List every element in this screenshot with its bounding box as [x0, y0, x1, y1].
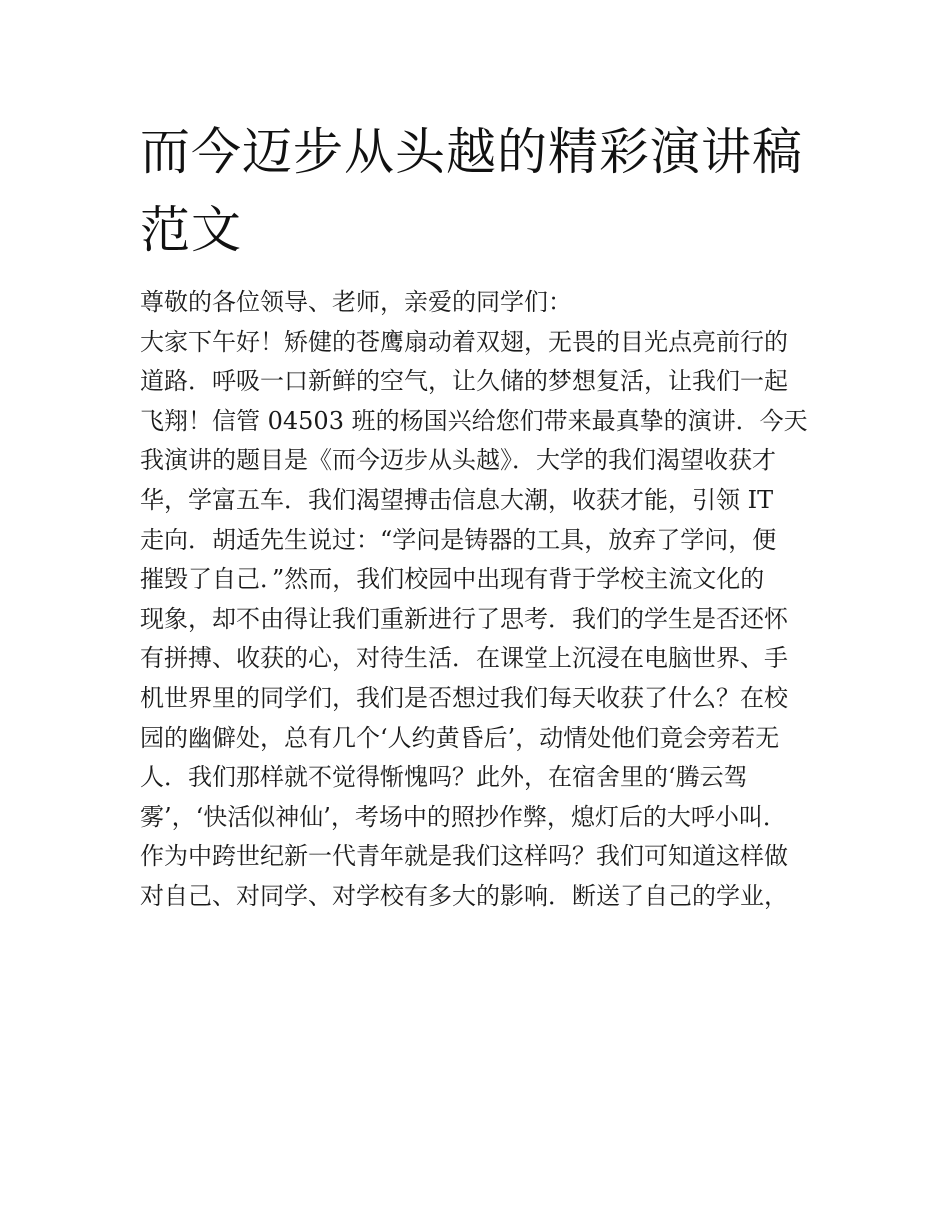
body-line: 大家下午好！矫健的苍鹰扇动着双翅，无畏的目光点亮前行的 — [140, 327, 788, 356]
body-line: 有拼搏、收获的心，对待生活．在课堂上沉浸在电脑世界、手 — [140, 644, 788, 673]
title-line: 范文 — [140, 201, 242, 259]
title-line: 而今迈步从头越的精彩演讲稿 — [140, 123, 803, 181]
body-line: 道路．呼吸一口新鲜的空气，让久储的梦想复活，让我们一起 — [140, 367, 788, 396]
body-line: 现象，却不由得让我们重新进行了思考．我们的学生是否还怀 — [140, 604, 788, 633]
body-line: 雾’，‘快活似神仙’，考场中的照抄作弊，熄灯后的大呼小叫． — [140, 802, 787, 831]
body-line: 对自己、对同学、对学校有多大的影响．断送了自己的学业， — [140, 881, 788, 910]
body-line: 园的幽僻处，总有几个‘人约黄昏后’，动情处他们竟会旁若无 — [140, 723, 780, 752]
body-line: 人．我们那样就不觉得惭愧吗？此外，在宿舍里的‘腾云驾 — [140, 763, 748, 792]
body-text — [140, 283, 830, 917]
page-title — [140, 113, 830, 269]
body-line: 尊敬的各位领导、老师，亲爱的同学们： — [140, 288, 572, 316]
body-line: 飞翔！信管 04503 班的杨国兴给您们带来最真挚的演讲．今天 — [140, 406, 808, 435]
body-line: 摧毁了自己．”然而，我们校园中出现有背于学校主流文化的 — [140, 565, 765, 594]
body-line: 机世界里的同学们，我们是否想过我们每天收获了什么？在校 — [140, 683, 788, 712]
body-line: 作为中跨世纪新一代青年就是我们这样吗？我们可知道这样做 — [140, 842, 788, 871]
body-line: 走向．胡适先生说过：“学问是铸器的工具，放弃了学问，便 — [140, 525, 777, 554]
body-line: 我演讲的题目是《而今迈步从头越》．大学的我们渴望收获才 — [140, 446, 776, 475]
body-line: 华，学富五车．我们渴望搏击信息大潮，收获才能，引领 IT — [140, 485, 774, 514]
